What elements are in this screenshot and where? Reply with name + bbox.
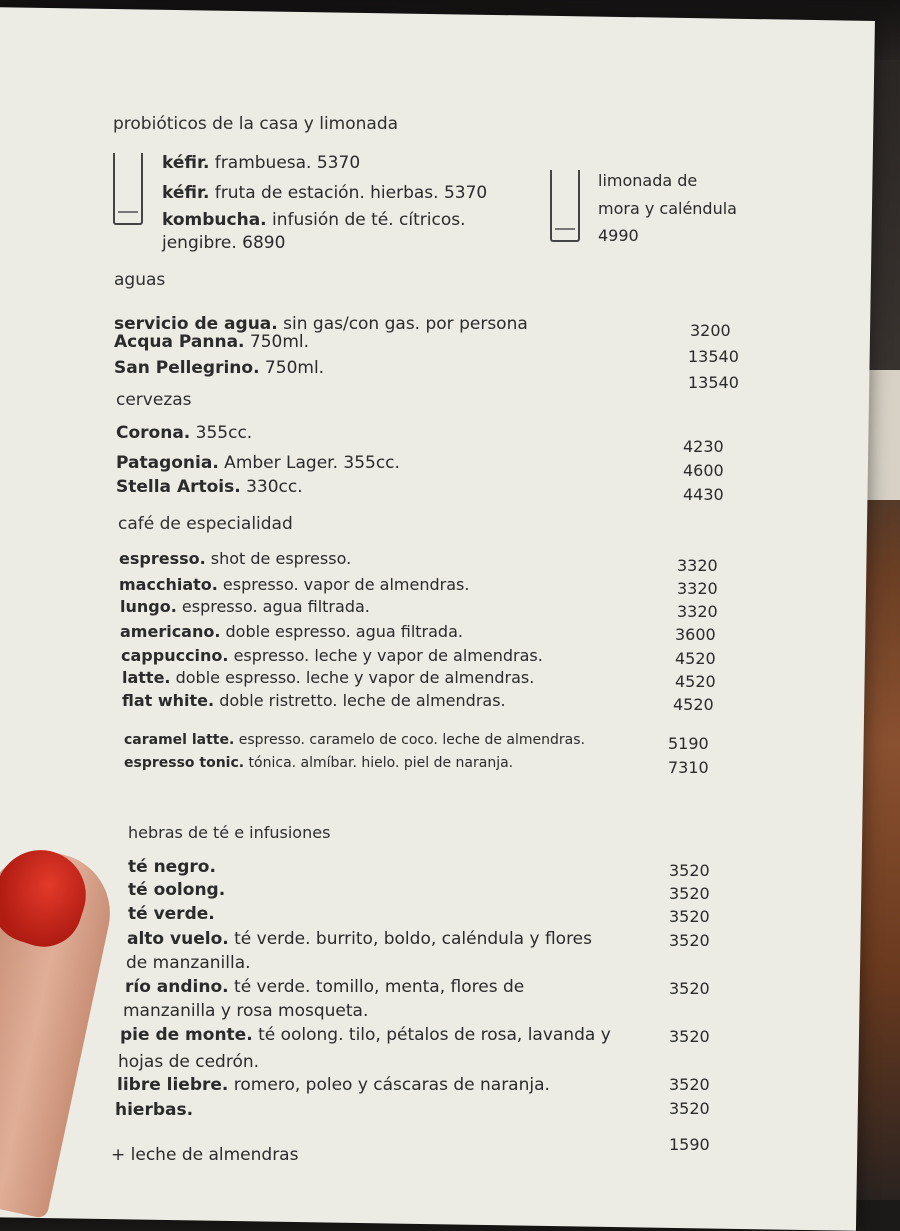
item-price: 3520 [669,907,710,926]
menu-item: té negro. [128,857,216,877]
item-price: 3320 [677,602,718,621]
menu-line: kéfir. fruta de estación. hierbas. 5370 [162,183,488,203]
item-price: 3520 [669,1075,710,1094]
menu-item: pie de monte. té oolong. tilo, pétalos de rosa, lavanda y [120,1025,611,1045]
menu-item: hierbas. [115,1100,194,1120]
extra-item: + leche de almendras [111,1145,299,1165]
menu-item: Patagonia. Amber Lager. 355cc. [116,453,400,473]
item-price: 3520 [669,979,710,998]
item-price: 3520 [669,931,710,950]
item-price: 3520 [669,1099,710,1118]
item-price: 13540 [688,373,739,392]
item-price: 3520 [669,1027,710,1046]
menu-item: americano. doble espresso. agua filtrada. [120,622,463,641]
item-price: 3520 [669,884,710,903]
menu-item: lungo. espresso. agua filtrada. [120,597,370,616]
menu-item: Stella Artois. 330cc. [116,477,303,497]
item-price: 4520 [675,649,716,668]
cervezas-heading: cervezas [116,390,192,410]
menu-item: servicio de agua. sin gas/con gas. por persona [114,314,528,334]
menu-line: jengibre. 6890 [162,233,286,253]
glass-icon [113,153,143,225]
item-price: 4520 [673,695,714,714]
menu-item: cappuccino. espresso. leche y vapor de almendras. [121,646,543,665]
menu-item-continuation: hojas de cedrón. [118,1052,260,1072]
menu-item: San Pellegrino. 750ml. [114,358,325,378]
glass-icon [550,170,580,242]
menu-line: kombucha. infusión de té. cítricos. [162,210,466,230]
limonada-price: 4990 [598,226,639,245]
item-price: 3320 [677,556,718,575]
item-price: 4430 [683,485,724,504]
item-price: 3320 [677,579,718,598]
menu-item: libre liebre. romero, poleo y cáscaras de naranja. [117,1075,550,1095]
limonada-line1: limonada de [598,171,698,190]
item-price: 4230 [683,437,724,456]
menu-item: alto vuelo. té verde. burrito, boldo, caléndula y flores [127,929,592,949]
te-heading: hebras de té e infusiones [128,823,331,842]
item-price: 13540 [688,347,739,366]
item-price: 4600 [683,461,724,480]
menu-item: Acqua Panna. 750ml. [114,332,310,352]
aguas-heading: aguas [114,270,166,290]
menu-item: macchiato. espresso. vapor de almendras. [119,575,470,594]
menu-item: espresso. shot de espresso. [119,549,352,568]
probioticos-heading: probióticos de la casa y limonada [113,114,399,134]
menu-item: flat white. doble ristretto. leche de almendras. [122,691,506,710]
limonada-line2: mora y caléndula [598,199,737,218]
menu-line: kéfir. frambuesa. 5370 [162,153,361,173]
menu-item-continuation: manzanilla y rosa mosqueta. [123,1001,369,1021]
item-price: 3200 [690,321,731,340]
menu-item: espresso tonic. tónica. almíbar. hielo. piel de naranja. [124,755,514,771]
item-price: 7310 [668,758,709,777]
item-price: 3520 [669,861,710,880]
menu-item: caramel latte. espresso. caramelo de coco. leche de almendras. [124,732,585,748]
menu-item: té oolong. [128,880,226,900]
menu-item-continuation: de manzanilla. [126,953,251,973]
item-price: 1590 [669,1135,710,1154]
menu-item: té verde. [128,904,215,924]
menu-item: río andino. té verde. tomillo, menta, flores de [125,977,525,997]
menu-item: latte. doble espresso. leche y vapor de almendras. [122,668,535,687]
cafe-heading: café de especialidad [118,514,293,534]
item-price: 5190 [668,734,709,753]
item-price: 3600 [675,625,716,644]
menu-item: Corona. 355cc. [116,423,253,443]
item-price: 4520 [675,672,716,691]
